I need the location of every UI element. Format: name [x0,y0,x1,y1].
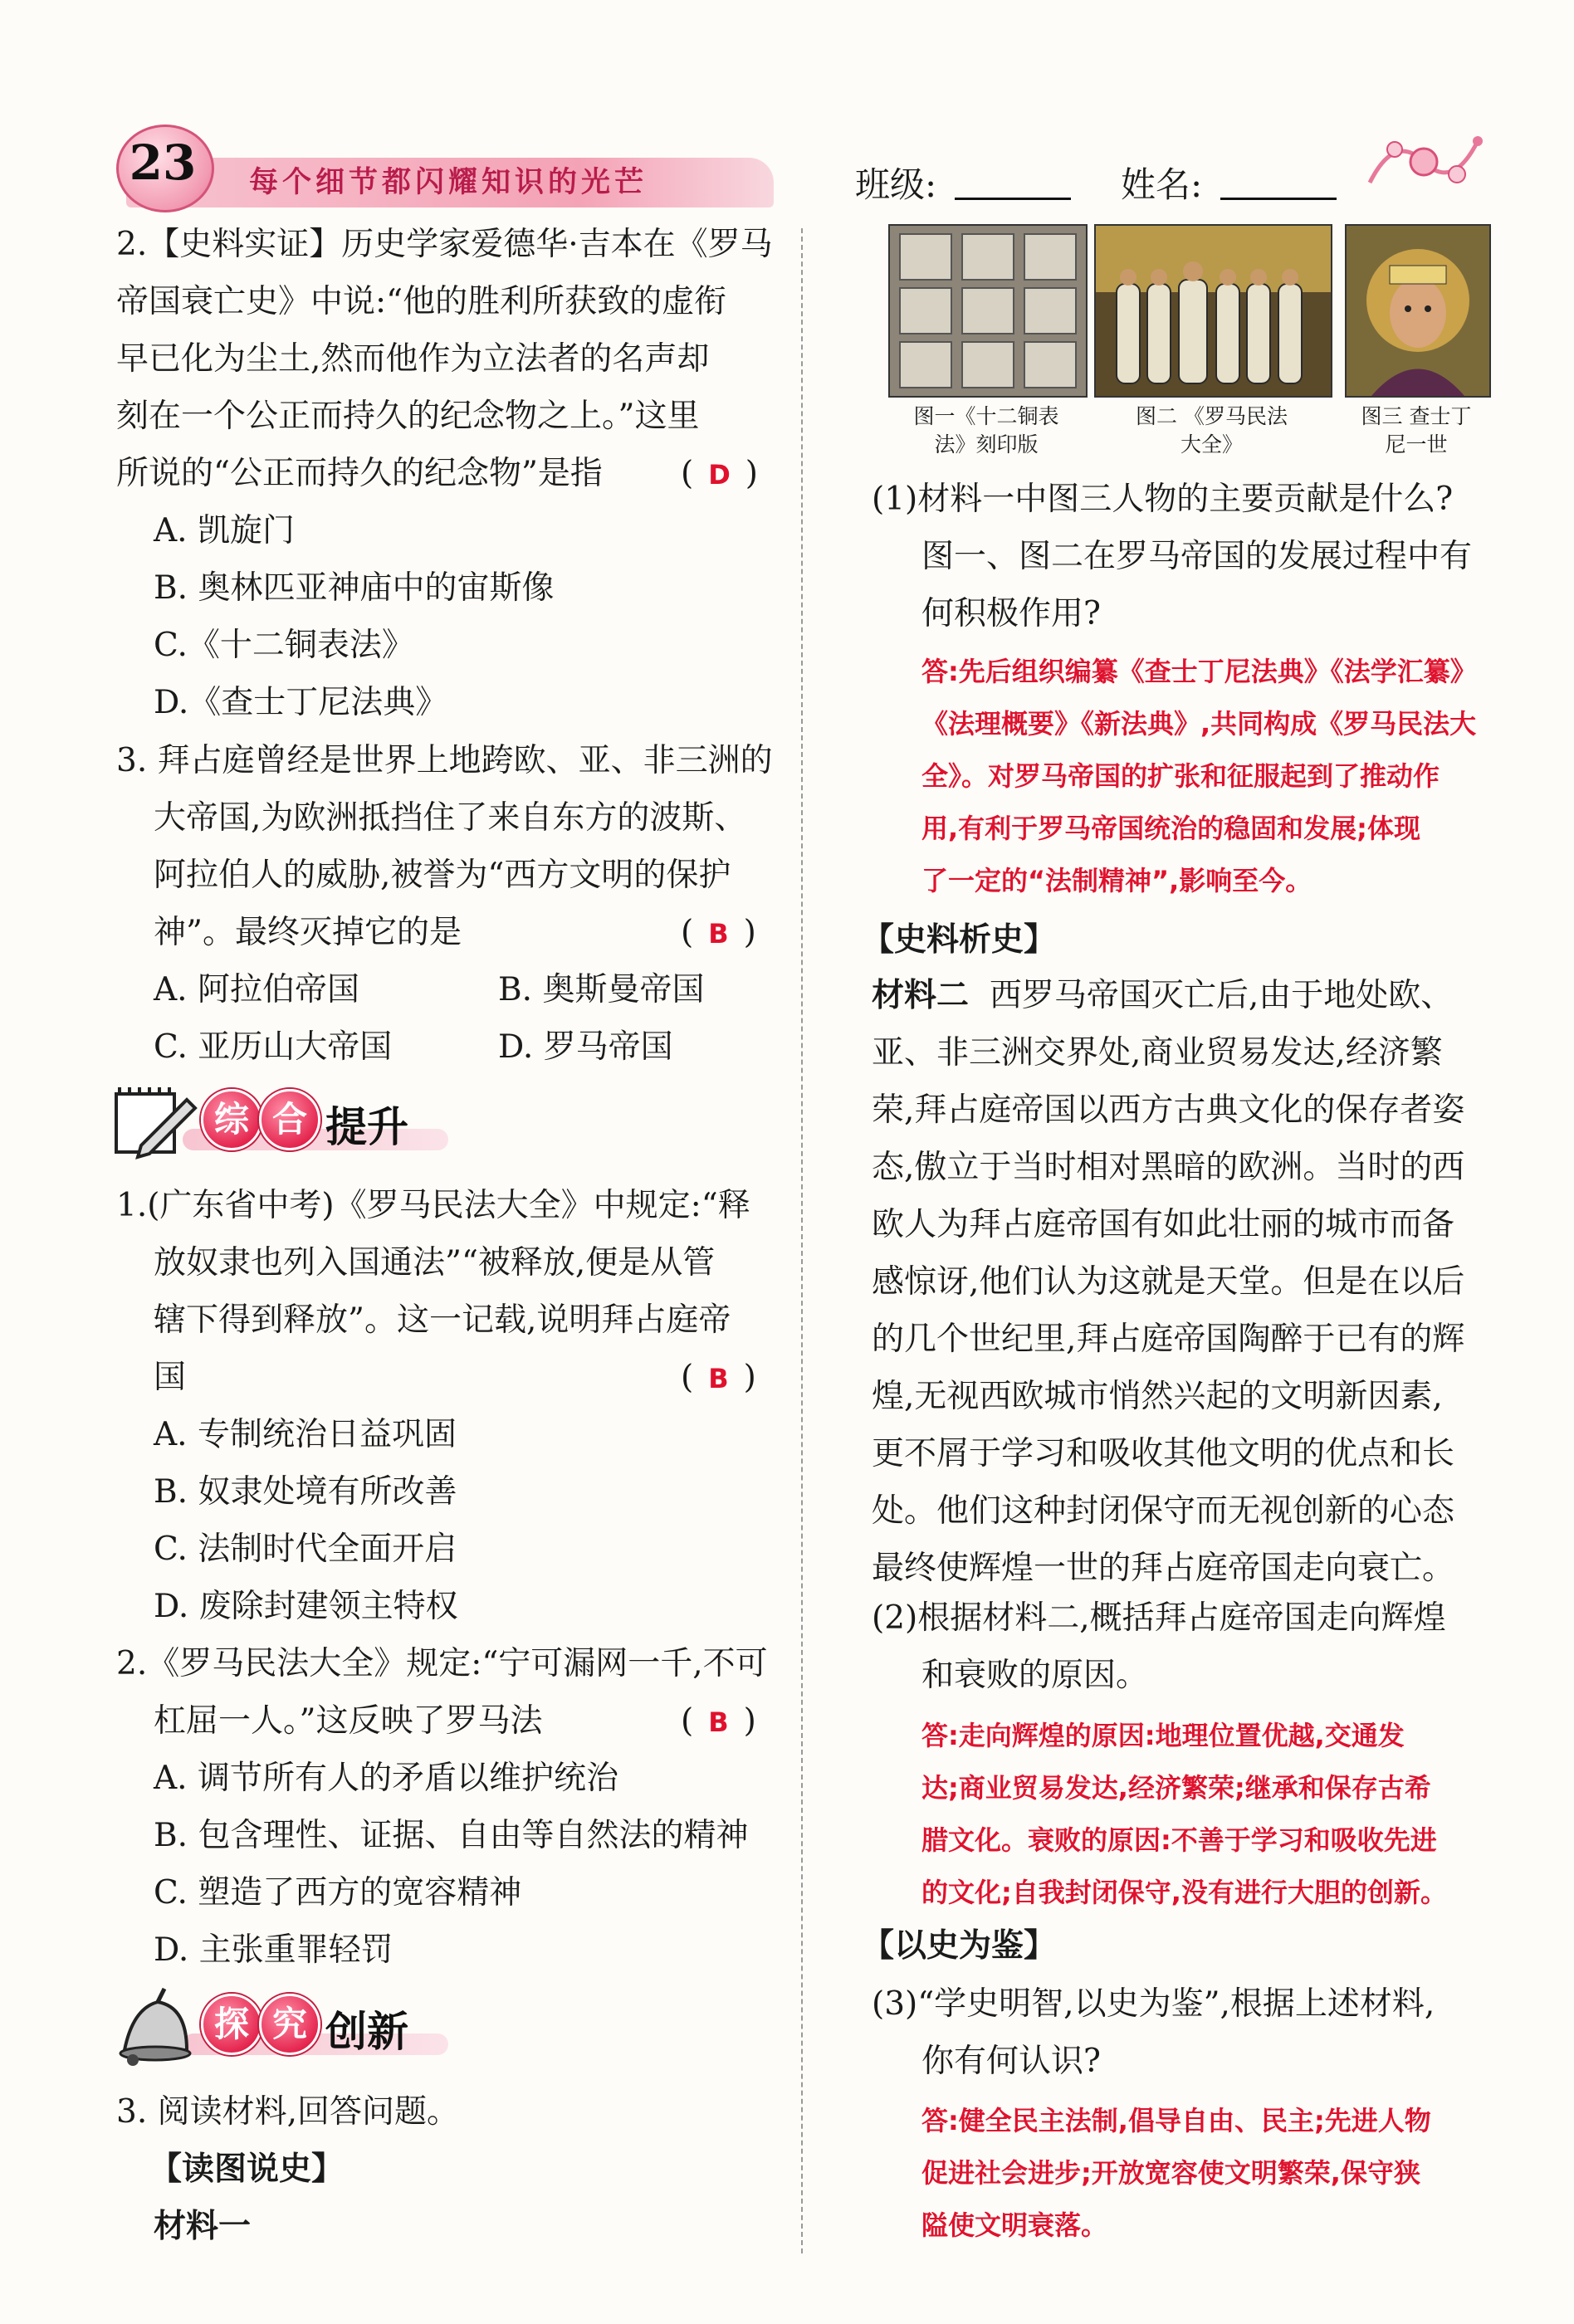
section-circle-2: 究 [259,1994,320,2055]
comprehensive-question-1 [116,1177,780,1635]
q2-line [116,445,780,502]
sub2-answer-line: 答:走向辉煌的原因:地理位置优越,交通发 [921,1720,1405,1751]
q2-line: 帝国衰亡史》中说:“他的胜利所获致的虚衔 [116,283,727,320]
q3-answer: B [708,918,729,950]
s1q1-option-a: A. 专制统治日益巩固 [154,1416,457,1453]
sub3-answer-line: 促进社会进步;开放宽容使文明繁荣,保守狭 [921,2157,1420,2189]
sub-question-2 [872,1589,1519,1704]
q3-answer-bracket: ( B ) [681,914,756,951]
q2-line-text: 所说的“公正而持久的纪念物”是指 [116,455,603,492]
s1q1-option-c: C. 法制时代全面开启 [154,1531,457,1568]
sub1-answer [921,646,1519,907]
sub3-line: (3)“学史明智,以史为鉴”,根据上述材料, [872,1985,1435,2023]
material-2 [872,967,1519,1597]
q2-line: 早已化为尘土,然而他作为立法者的名声却 [116,340,710,378]
figure-3-caption [1337,403,1496,459]
notepad-pencil-icon [108,1079,199,1162]
s1q1-line [116,1349,780,1406]
sub3-answer-line: 隘使文明衰落。 [921,2209,1108,2241]
s1q2-option-c: C. 塑造了西方的宽容精神 [154,1874,522,1911]
sub1-line: 何积极作用? [921,595,1101,632]
material2-line: 欧人为拜占庭帝国有如此壮丽的城市而备 [872,1206,1455,1243]
s1q1-option-d: D. 废除封建领主特权 [154,1588,458,1625]
figure-2-mosaic-image [1094,224,1332,398]
q3-option-a: A. 阿拉伯帝国 [154,971,359,1008]
q3-options-row2 [116,1018,780,1076]
q2-answer-bracket: ( D ) [681,455,758,492]
figure-3-justinian-image [1345,224,1491,398]
name-label: 姓名: [1121,164,1203,205]
q3-options-row1 [116,961,780,1018]
q2-line: 2.【史料实证】历史学家爱德华·吉本在《罗马 [116,226,773,263]
heading-source-analysis: 【史料析史】 [862,920,1057,959]
q2-option-d: D.《查士丁尼法典》 [154,684,448,721]
section-circle-1: 探 [201,1994,262,2055]
q3-option-d: D. 罗马帝国 [498,1028,673,1066]
q2-line: 刻在一个公正而持久的纪念物之上。”这里 [116,398,700,435]
material2-line: 煌,无视西欧城市悄然兴起的文明新因素, [872,1378,1443,1415]
material2-line: 的几个世纪里,拜占庭帝国陶醉于已有的辉 [872,1321,1465,1358]
sub3-line: 你有何认识? [921,2043,1101,2080]
question-3 [116,732,780,1076]
q2-option-a: A. 凯旋门 [154,512,295,549]
comprehensive-question-2 [116,1635,780,1979]
section-comprehensive-banner [108,1079,457,1170]
flower-ornament-icon [1361,116,1486,208]
q3-option-c: C. 亚历山大帝国 [154,1028,393,1066]
figure-3-caption-line: 图三 查士丁 [1361,404,1472,428]
figure-1-caption [880,403,1093,459]
material2-label: 材料二 [872,976,970,1014]
figure-2-caption-line: 大全》 [1180,432,1243,456]
material2-line [872,967,1519,1024]
sub3-answer-line: 答:健全民主法制,倡导自由、民主;先进人物 [921,2105,1431,2136]
s1q1-option-b: B. 奴隶处境有所改善 [154,1473,457,1511]
sub-question-3 [872,1975,1519,2090]
sub1-line: 图一、图二在罗马帝国的发展过程中有 [921,538,1473,575]
figure-1-caption-line: 图一《十二铜表 [913,404,1059,428]
material2-line: 荣,拜占庭帝国以西方古典文化的保存者姿 [872,1091,1465,1129]
page-number: 23 [129,134,197,191]
q3-line: 大帝国,为欧洲抵挡住了来自东方的波斯、 [154,799,747,837]
section-circle-1: 综 [201,1089,262,1150]
column-divider [801,228,803,2253]
material2-line: 态,傲立于当时相对黑暗的欧洲。当时的西 [872,1149,1465,1186]
sub2-answer-line: 的文化;自我封闭保守,没有进行大胆的创新。 [921,1877,1447,1908]
s1q2-line: 2.《罗马民法大全》规定:“宁可漏网一千,不可 [116,1645,768,1682]
sub3-answer [921,2095,1519,2252]
section-title: 提升 [325,1103,408,1151]
s1q2-option-d: D. 主张重罪轻罚 [154,1931,394,1969]
q3-line: 阿拉伯人的威胁,被誉为“西方文明的保护 [154,857,731,894]
s1q2-answer: B [708,1706,729,1738]
s1q2-answer-bracket: ( B ) [681,1702,756,1740]
s1q1-line: 辖下得到释放”。这一记载,说明拜占庭帝 [154,1301,731,1339]
q2-option-b: B. 奥林匹亚神庙中的宙斯像 [154,569,555,607]
s1q1-line-text: 国 [154,1359,187,1396]
section-explore-banner [108,1984,457,2075]
s1q1-line: 放奴隶也列入国通法”“被释放,便是从管 [154,1244,716,1282]
s1q2-option-b: B. 包含理性、证据、自由等自然法的精神 [154,1817,749,1854]
figure-1-twelve-tables-image [888,224,1088,398]
sub1-line: (1)材料一中图三人物的主要贡献是什么? [872,481,1454,518]
sub2-line: 和衰败的原因。 [921,1657,1149,1694]
class-blank[interactable] [955,198,1071,200]
section-title: 创新 [325,2008,408,2056]
sub2-answer-line: 达;商业贸易发达,经济繁荣;继承和保存古希 [921,1772,1431,1804]
material2-line: 感惊讶,他们认为这就是天堂。但是在以后 [872,1263,1465,1301]
material2-line: 更不屑于学习和吸收其他文明的优点和长 [872,1435,1455,1472]
sub2-answer [921,1710,1519,1919]
q3-line-text: 神”。最终灭掉它的是 [154,914,462,951]
s2q3-material1: 材料一 [154,2207,252,2245]
q2-answer: D [708,459,731,491]
sub1-answer-line: 答:先后组织编纂《查士丁尼法典》《法学汇纂》 [921,656,1477,687]
section-circle-2: 合 [259,1089,320,1150]
figure-3-caption-line: 尼一世 [1385,432,1448,456]
sub1-answer-line: 全》。对罗马帝国的扩张和征服起到了推动作 [921,760,1440,792]
material2-line: 处。他们这种封闭保守而无视创新的心态 [872,1492,1455,1530]
sub-question-1 [872,471,1519,642]
s2q3-intro: 3. 阅读材料,回答问题。 [116,2093,460,2131]
header-slogan: 每个细节都闪耀知识的光芒 [249,166,648,199]
sub2-line: (2)根据材料二,概括拜占庭帝国走向辉煌 [872,1599,1446,1637]
s2q3-sub1: 【读图说史】 [149,2150,345,2188]
sub1-answer-line: 了一定的“法制精神”,影响至今。 [921,865,1312,896]
sub1-answer-line: 用,有利于罗马帝国统治的稳固和发展;体现 [921,813,1420,844]
figure-2-caption [1094,403,1329,459]
figure-2-caption-line: 图二 《罗马民法 [1136,404,1288,428]
s1q1-line: 1.(广东省中考)《罗马民法大全》中规定:“释 [116,1187,750,1224]
material2-text: 西罗马帝国灭亡后,由于地处欧、 [989,977,1454,1014]
s1q2-line [116,1692,780,1750]
name-blank[interactable] [1220,198,1337,200]
question-2 [116,216,780,731]
q3-line: 3. 拜占庭曾经是世界上地跨欧、亚、非三洲的 [116,742,773,779]
q3-option-b: B. 奥斯曼帝国 [498,971,705,1008]
bell-icon [108,1984,199,2067]
s1q1-answer-bracket: ( B ) [681,1359,756,1396]
class-label: 班级: [855,164,937,205]
sub1-answer-line: 《法理概要》《新法典》,共同构成《罗马民法大 [921,708,1477,740]
s1q2-line-text: 杠屈一人。”这反映了罗马法 [154,1702,543,1740]
sub2-answer-line: 腊文化。衰败的原因:不善于学习和吸收先进 [921,1824,1437,1856]
q2-option-c: C.《十二铜表法》 [154,627,414,664]
material2-line: 最终使辉煌一世的拜占庭帝国走向衰亡。 [872,1550,1455,1587]
material2-line: 亚、非三洲交界处,商业贸易发达,经济繁 [872,1034,1443,1072]
s1q1-answer: B [708,1363,729,1394]
heading-lessons: 【以史为鉴】 [862,1926,1057,1965]
explore-question-3 [116,2083,780,2255]
s1q2-option-a: A. 调节所有人的矛盾以维护统治 [154,1760,618,1797]
figure-1-caption-line: 法》刻印版 [934,432,1039,456]
q3-line [116,904,780,961]
